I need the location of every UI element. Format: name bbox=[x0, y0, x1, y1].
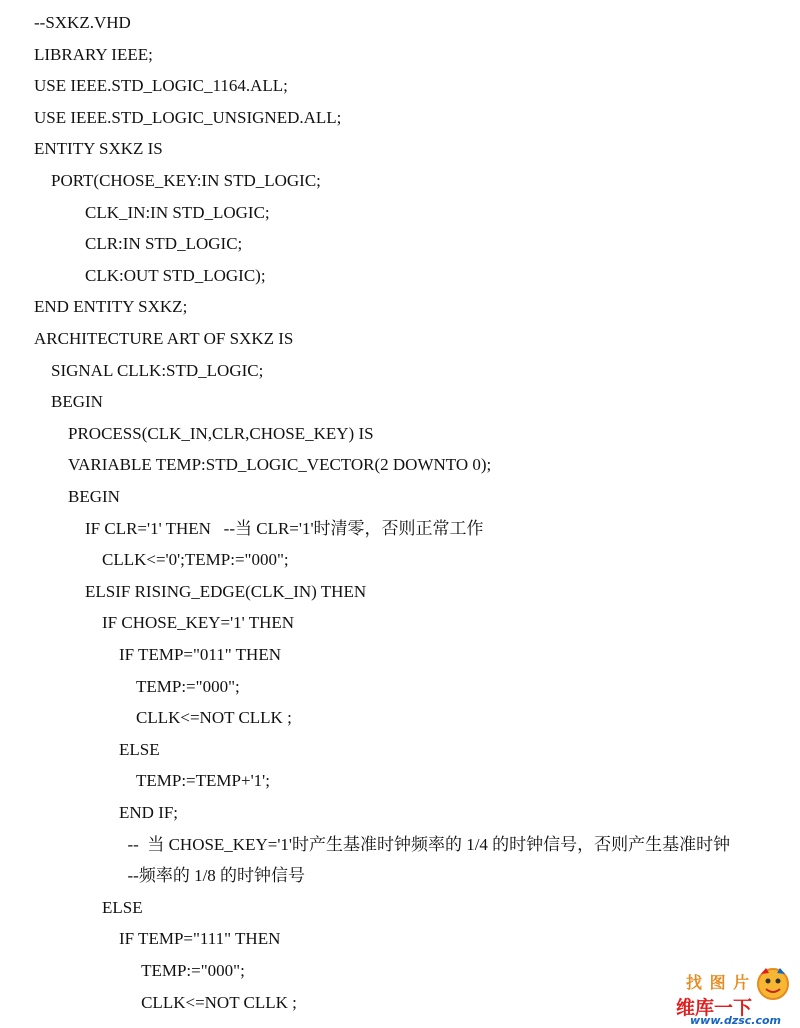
code-line: CLLK<=NOT CLLK ; bbox=[141, 992, 297, 1012]
code-line: ELSE bbox=[102, 897, 143, 917]
code-line: PROCESS(CLK_IN,CLR,CHOSE_KEY) IS bbox=[68, 423, 374, 443]
code-line: ELSIF RISING_EDGE(CLK_IN) THEN bbox=[85, 581, 367, 601]
code-line: TEMP:="000"; bbox=[136, 676, 240, 696]
code-line: ARCHITECTURE ART OF SXKZ IS bbox=[34, 329, 294, 348]
code-line: USE IEEE.STD_LOGIC_UNSIGNED.ALL; bbox=[34, 107, 342, 127]
code-line: CLK:OUT STD_LOGIC); bbox=[85, 265, 266, 285]
code-line: END IF; bbox=[119, 803, 179, 822]
code-line: IF CLR='1' THEN --当 CLR='1'时清零，否则正常工作 bbox=[85, 518, 484, 538]
code-line: IF TEMP="011" THEN bbox=[119, 645, 281, 664]
code-line: TEMP:=TEMP+'1'; bbox=[136, 771, 270, 791]
code-line: USE IEEE.STD_LOGIC_1164.ALL; bbox=[34, 76, 288, 96]
code-line: --SXKZ.VHD bbox=[34, 13, 131, 32]
code-line: IF TEMP="111" THEN bbox=[119, 929, 281, 949]
code-line: ENTITY SXKZ IS bbox=[34, 139, 163, 159]
mascot-logo-icon bbox=[754, 964, 792, 1002]
code-comment-line: --频率的 1/8 的时钟信号 bbox=[127, 866, 306, 886]
code-line: CLLK<='0';TEMP:="000"; bbox=[102, 550, 289, 570]
code-line: IF CHOSE_KEY='1' THEN bbox=[102, 613, 295, 633]
code-line: CLK_IN:IN STD_LOGIC; bbox=[85, 202, 270, 222]
watermark-url[interactable]: www.dzsc.com bbox=[690, 1014, 782, 1027]
watermark-brand: 维库一下 bbox=[676, 997, 753, 1019]
code-line: END ENTITY SXKZ; bbox=[34, 297, 188, 317]
code-line: LIBRARY IEEE; bbox=[34, 44, 153, 64]
code-line: CLR:IN STD_LOGIC; bbox=[85, 234, 243, 254]
code-line: TEMP:="000"; bbox=[141, 961, 245, 980]
code-line: CLLK<=NOT CLLK ; bbox=[136, 708, 292, 728]
code-line: SIGNAL CLLK:STD_LOGIC; bbox=[51, 360, 264, 380]
code-line: ELSE bbox=[119, 739, 160, 759]
code-line: BEGIN bbox=[51, 392, 103, 412]
watermark-find-image-text: 找 图 片 bbox=[686, 973, 751, 992]
code-line: BEGIN bbox=[68, 487, 120, 506]
code-line: VARIABLE TEMP:STD_LOGIC_VECTOR(2 DOWNTO 0); bbox=[68, 455, 492, 475]
code-line: PORT(CHOSE_KEY:IN STD_LOGIC; bbox=[51, 171, 321, 190]
code-comment-line: -- 当 CHOSE_KEY='1'时产生基准时钟频率的 1/4 的时钟信号，否则产生基准时钟 bbox=[127, 834, 731, 854]
